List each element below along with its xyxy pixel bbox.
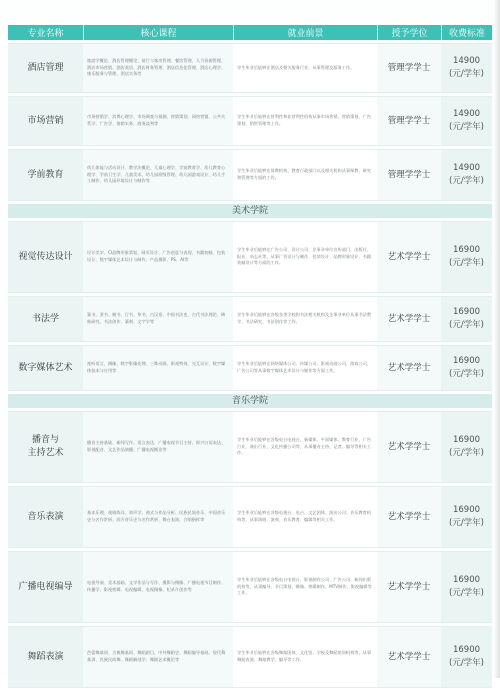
major-row: [8, 626, 492, 688]
major-name: 酒店管理: [8, 43, 83, 93]
fee-amount: 16900: [452, 645, 481, 655]
major-row: [8, 551, 492, 623]
fee-unit: (元/学年): [449, 122, 484, 132]
major-name: 学前教育: [8, 149, 83, 201]
fee: [441, 296, 492, 342]
fee-amount: 16900: [452, 505, 481, 515]
fee-unit: (元/学年): [449, 258, 484, 268]
header-major-name: 专业名称: [8, 25, 83, 40]
career-prospects: 学生毕业后能够在各级电视台、电台、文艺团体、演出公司、音乐教育机构等，从事演唱、演奏、音乐教育、编辑等相关工作。: [233, 486, 377, 548]
fee-unit: (元/学年): [449, 176, 484, 186]
major-name: 视觉传达设计: [8, 221, 83, 293]
page-edge-shadow: [494, 0, 500, 678]
major-row: [8, 43, 492, 93]
fee-unit: (元/学年): [449, 369, 484, 379]
college-divider: [8, 394, 492, 408]
fee: [441, 96, 492, 146]
major-row: [8, 486, 492, 548]
career-prospects: 学生毕业后能够在酒店及相关服务行业，从事管理及服务工作。: [233, 43, 377, 93]
major-row: [8, 411, 492, 483]
career-prospects: 学生毕业后能够在各级电台电视台、新媒体、平面媒体、教育行业、广告行业、演出行业、文化传播公司等，从事播音主持、记者、编导等相关工作。: [233, 411, 377, 483]
major-name: 市场营销: [8, 96, 83, 146]
major-row: [8, 149, 492, 201]
degree: 艺术学学士: [377, 486, 441, 548]
degree: 管理学学士: [377, 149, 441, 201]
career-prospects: 学生毕业后能够在网络媒体公司、传媒公司、影视动画公司、游戏公司、广告公司等从事数字媒体艺术设计与制作等方面工作。: [233, 345, 377, 391]
college-name: 美术学院: [8, 204, 492, 218]
fee: [441, 486, 492, 548]
fee-amount: 16900: [452, 307, 481, 317]
college-divider: [8, 204, 492, 218]
fee-amount: 14900: [452, 56, 481, 66]
fee-unit: (元/学年): [449, 658, 484, 668]
table-body: [8, 43, 492, 688]
fee-unit: (元/学年): [449, 448, 484, 458]
core-courses: 视听语言、摄像、数字影像处理、三维动画、影视特效、交互设计、数字媒体技术与应用等: [83, 345, 233, 391]
fee-unit: (元/学年): [449, 588, 484, 598]
header-core-courses: 核心课程: [83, 25, 233, 40]
header-career-prospects: 就业前景: [233, 25, 377, 40]
header-fee: 收费标准: [441, 25, 492, 40]
core-courses: 幼儿体能与活动设计、教学法概论、儿童心理学、学前教育学、幼儿教育心理学、学前卫生学、儿童美术、幼儿园班级管理、幼儿园游戏设计、幼儿手工制作、幼儿园环境设计与制作等: [83, 149, 233, 201]
degree: 艺术学学士: [377, 626, 441, 688]
degree: 艺术学学士: [377, 411, 441, 483]
major-name: 音乐表演: [8, 486, 83, 548]
major-name: 广播电视编导: [8, 551, 83, 623]
core-courses: 基本乐理、视唱练耳、和声学、曲式与作品分析、民族民间音乐、中国音乐史与名作赏析、西方音乐史与名作赏析、舞台表演、合唱指挥等: [83, 486, 233, 548]
fee-amount: 16900: [452, 245, 481, 255]
core-courses: 篆书、隶书、楷书、行书、草书、古汉语、中国书法史、古代书法理论、碑帖研究、书法创作、篆刻、文字学等: [83, 296, 233, 342]
major-row: [8, 296, 492, 342]
career-prospects: 学生毕业后能够在各级舞蹈团体、文化馆、学校及舞蹈培训机构等，从事舞蹈表演、舞蹈教学、编导等工作。: [233, 626, 377, 688]
fee: [441, 221, 492, 293]
major-name: 舞蹈表演: [8, 626, 83, 688]
career-prospects: 学生毕业后能够在保教机构、教育行政部门以及相关机构从事保教、研究和管理等方面的工作。: [233, 149, 377, 201]
fee-amount: 14900: [452, 163, 481, 173]
core-courses: 旅游学概论、酒店管理概论、前厅与客房管理、餐饮管理、人力资源管理、酒店市场营销、酒店英语、酒店财务管理、酒店信息化管理、酒店心理学、康乐服务与管理、酒店实务等: [83, 43, 233, 93]
career-prospects: 学生毕业后能够在广告公司、设计公司、企事业单位宣传部门、出版社、报社、杂志社等，从事广告设计与制作、包装设计、品牌形象设计、书籍装帧设计等方面的工作。: [233, 221, 377, 293]
fee: [441, 345, 492, 391]
fee-unit: (元/学年): [449, 518, 484, 528]
major-name: 数字媒体艺术: [8, 345, 83, 391]
fee-amount: 16900: [452, 575, 481, 585]
major-name: 播音与 主持艺术: [8, 411, 83, 483]
major-row: [8, 96, 492, 146]
fee: [441, 551, 492, 623]
fee-unit: (元/学年): [449, 69, 484, 79]
major-name: 书法学: [8, 296, 83, 342]
degree: 艺术学学士: [377, 551, 441, 623]
core-courses: 播音主持基础、新闻写作、语言表达、广播电视节目主持、即兴口语表达、影视配音、文艺作品演播、广播电视概论等: [83, 411, 233, 483]
majors-table: [8, 22, 492, 691]
degree: 艺术学学士: [377, 296, 441, 342]
major-row: [8, 345, 492, 391]
degree: 艺术学学士: [377, 345, 441, 391]
career-prospects: 学生毕业后能够在各级各类学校和书法相关机构及企事业单位从事书法教学、书法研究、书法创作等工作。: [233, 296, 377, 342]
header-degree: 授予学位: [377, 25, 441, 40]
degree: 艺术学学士: [377, 221, 441, 293]
major-row: [8, 221, 492, 293]
degree: 管理学学士: [377, 43, 441, 93]
table-header: [8, 25, 492, 40]
core-courses: 芭蕾舞基训、古典舞基训、舞蹈剧目、中外舞蹈史、舞蹈编导基础、现代舞基训、民族民间舞、舞蹈解剖学、舞蹈艺术概论等: [83, 626, 233, 688]
career-prospects: 学生毕业后能够在营利性和非营利性机构从事市场营销、营销策划、广告策划、销售管理等工作。: [233, 96, 377, 146]
fee: [441, 411, 492, 483]
fee: [441, 626, 492, 688]
fee-amount: 14900: [452, 109, 481, 119]
fee-unit: (元/学年): [449, 320, 484, 330]
degree: 管理学学士: [377, 96, 441, 146]
core-courses: 电视导演、美术基础、文学作品与写作、摄影与摄像、广播电视节目制作、传播学、影视剪辑、电视编辑、电视摄像、纪录片创作等: [83, 551, 233, 623]
fee-amount: 16900: [452, 435, 481, 445]
fee-amount: 16900: [452, 356, 481, 366]
college-name: 音乐学院: [8, 394, 492, 408]
career-prospects: 学生毕业后能够在各级电台电视台、影视制作公司、广告公司、新闻出版机构等，从事编导、节目策划、摄像、剪辑制作、MTV制作、影视编辑等工作。: [233, 551, 377, 623]
core-courses: 设计美学、CI品牌形象策划、网页设计、广告创意与表现、书籍装帧、包装设计、数字媒体艺术设计与制作、产品摄影、PS、AI等: [83, 221, 233, 293]
fee: [441, 43, 492, 93]
core-courses: 市场营销学、消费心理学、市场调查与预测、营销策划、网络营销、公共关系学、广告学、推销实务、商务谈判等: [83, 96, 233, 146]
fee: [441, 149, 492, 201]
